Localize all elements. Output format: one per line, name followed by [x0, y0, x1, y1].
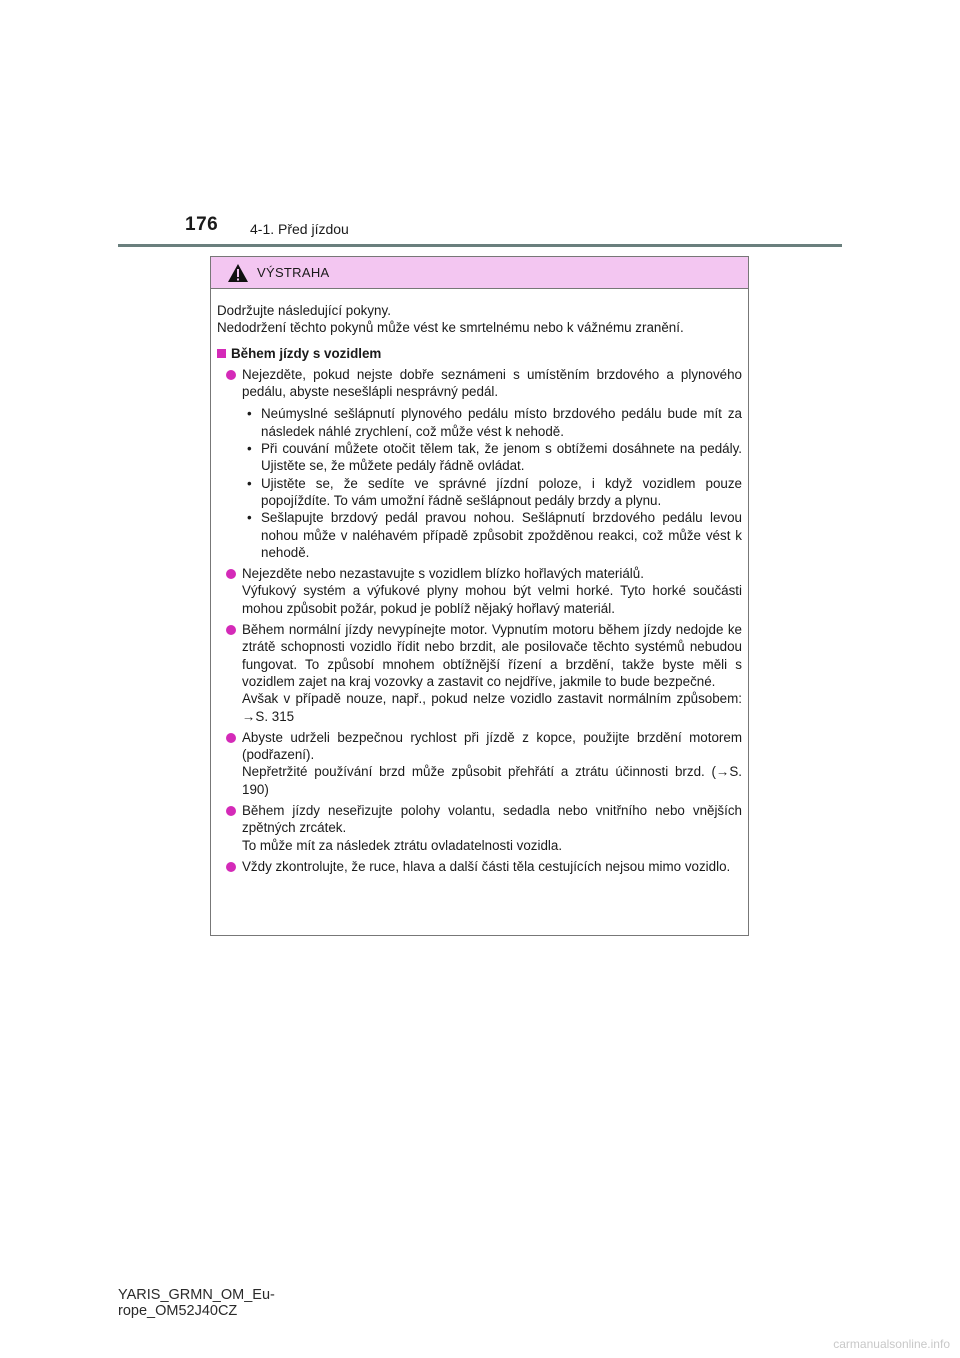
dash-item: [217, 405, 742, 440]
dash-item-text: Sešlapujte brzdový pedál pravou nohou. Sešlápnutí brzdového pedálu levou nohou může v naléhavém případě způsobit zpožděnou reakci, což může vést k nehodě.: [261, 510, 742, 560]
list-item: [217, 621, 742, 725]
circle-bullet-icon: [226, 806, 236, 816]
warning-body: [211, 289, 748, 875]
warning-header: [211, 257, 748, 289]
list-item-text: To může mít za následek ztrátu ovladatelnosti vozidla.: [242, 837, 563, 853]
dash-item-text: Při couvání můžete otočit tělem tak, že jenom s obtížemi dosáhnete na pedály. Ujistěte se, že můžete pedály řádně ovládat.: [261, 441, 742, 474]
intro-line: Nedodržení těchto pokynů může vést ke smrtelnému nebo k vážnému zranění.: [217, 320, 684, 336]
dash-bullet-icon: •: [247, 406, 252, 422]
list-item-text: Nejezděte nebo nezastavujte s vozidlem blízko hořlavých materiálů.: [242, 566, 644, 582]
warning-box: [210, 256, 749, 936]
list-item: [217, 565, 742, 617]
dash-item: [217, 509, 742, 561]
list-item-text: Abyste udrželi bezpečnou rychlost při jízdě z kopce, použijte brzdění motorem (podřazení).: [242, 729, 742, 763]
section-title: 4-1. Před jízdou: [250, 221, 349, 237]
list-item-text: Vždy zkontrolujte, že ruce, hlava a další části těla cestujících nejsou mimo vozidlo.: [242, 858, 731, 874]
list-item-text: Během jízdy neseřizujte polohy volantu, sedadla nebo vnitřního nebo vnějších zpětných zrcátek.: [242, 803, 742, 836]
list-item-text: Během normální jízdy nevypínejte motor. Vypnutím motoru během jízdy nedojde ke ztrátě schopnosti vozidlo řídit nebo brzdit, ale posilovače těchto systémů nebudou fungovat. To způsobí mnohem obtížnější řízení a brzdění, takže byste měli s vozidlem zajet na kraj vozovky a zastavit co nejdříve, jakmile to bude bezpečné.: [242, 622, 742, 689]
footer-line: YARIS_GRMN_OM_Eu-: [118, 1287, 275, 1303]
circle-bullet-icon: [226, 862, 236, 872]
list-item-text: Nepřetržité používání brzd může způsobit přehřátí a ztrátu účinnosti brzd. (→S. 190): [242, 764, 742, 797]
footer-line: rope_OM52J40CZ: [118, 1303, 238, 1319]
circle-bullet-icon: [226, 569, 236, 579]
dash-bullet-icon: •: [247, 510, 252, 526]
dash-item-text: Ujistěte se, že sedíte ve správné jízdní poloze, i když vozidlem pouze popojíždíte. To vám umožní řádně sešlápnout pedály brzdy a plynu.: [261, 475, 742, 508]
dash-list: [217, 405, 742, 561]
subheading-text: Během jízdy s vozidlem: [231, 345, 382, 361]
header-rule: [118, 244, 842, 247]
warning-triangle-icon: [227, 263, 249, 283]
list-item: [217, 729, 742, 798]
subheading: [217, 345, 742, 362]
page-number: 176: [185, 214, 219, 235]
watermark: carmanualsonline.info: [833, 1337, 950, 1351]
dash-item-text: Neúmyslné sešlápnutí plynového pedálu místo brzdového pedálu bude mít za následek náhlé zrychlení, což může vést k nehodě.: [261, 406, 742, 439]
list-item-text: Avšak v případě nouze, např., pokud nelze vozidlo zastavit normálním způsobem: →S. 315: [242, 691, 742, 724]
list-item-text: Výfukový systém a výfukové plyny mohou být velmi horké. Tyto horké součásti mohou způsobit požár, pokud je poblíž nějaký hořlavý materiál.: [242, 583, 742, 616]
dash-item: [217, 475, 742, 510]
intro-line: Dodržujte následující pokyny.: [217, 303, 391, 318]
dash-item: [217, 440, 742, 475]
list-item: [217, 802, 742, 854]
dash-bullet-icon: •: [247, 475, 252, 491]
list-item-text: Nejezděte, pokud nejste dobře seznámeni s umístěním brzdového a plynového pedálu, abyste nesešlápli nesprávný pedál.: [242, 366, 742, 400]
warning-title: VÝSTRAHA: [257, 265, 330, 280]
dash-bullet-icon: •: [247, 441, 252, 457]
list-item: [217, 366, 742, 401]
circle-bullet-icon: [226, 625, 236, 635]
square-bullet-icon: [217, 349, 226, 358]
footer-doc-id: [118, 1287, 275, 1319]
circle-bullet-icon: [226, 370, 236, 380]
list-item: [217, 858, 742, 875]
circle-bullet-icon: [226, 733, 236, 743]
